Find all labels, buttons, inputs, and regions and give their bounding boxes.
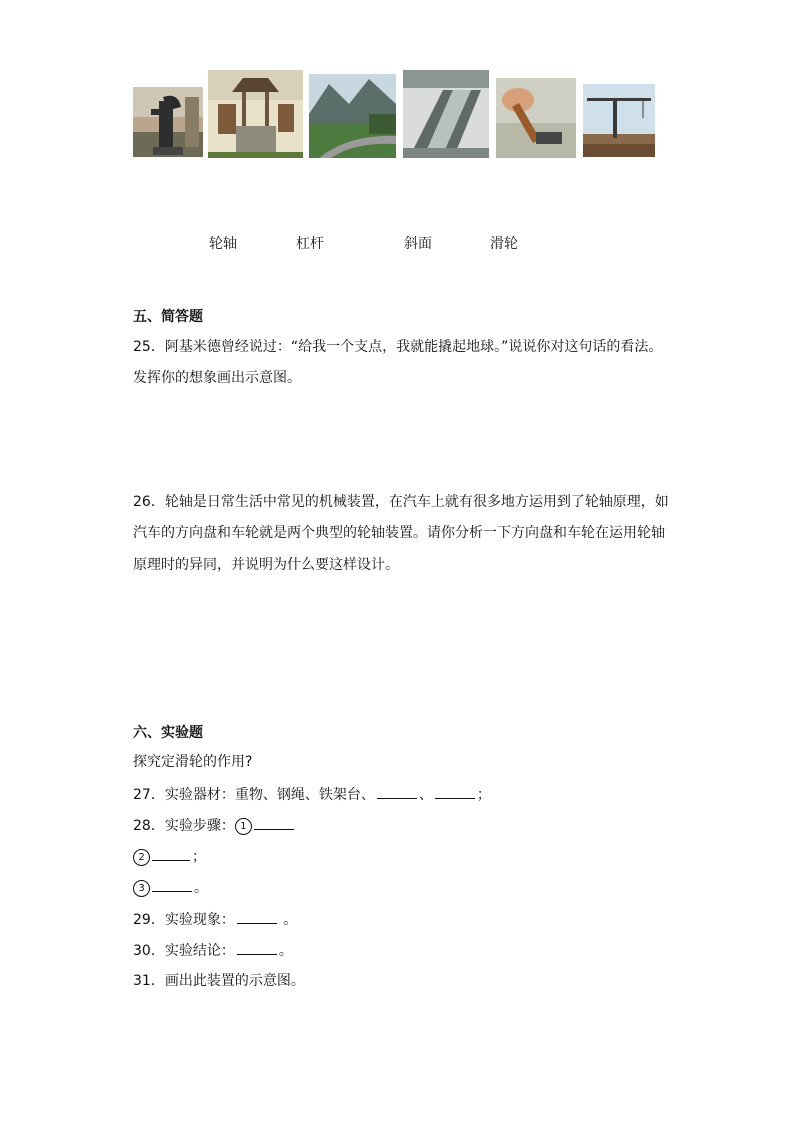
q30-end: 。 <box>278 943 293 959</box>
q29-blank[interactable] <box>237 909 277 924</box>
q27-blank-1[interactable] <box>377 784 417 799</box>
q25-line1: 25．阿基米德曾经说过：“给我一个支点，我就能撬起地球。”说说你对这句话的看法。 <box>133 339 663 355</box>
step1-marker: 1 <box>235 818 252 835</box>
q26-line1: 26．轮轴是日常生活中常见的机械装置，在汽车上就有很多地方运用到了轮轴原理，如 <box>133 494 669 510</box>
q26-line2: 汽车的方向盘和车轮就是两个典型的轮轴装置。请你分析一下方向盘和车轮在运用轮轴 <box>133 525 665 541</box>
q29-line <box>133 909 297 930</box>
q27-line <box>133 784 491 805</box>
q29-end: 。 <box>283 912 298 928</box>
q30-prefix: 30．实验结论： <box>133 943 235 959</box>
section6-title: 六、实验题 <box>133 725 203 741</box>
experiment-intro: 探究定滑轮的作用? <box>133 754 253 770</box>
label-lever: 杠杆 <box>296 236 324 252</box>
q30-blank[interactable] <box>237 940 277 955</box>
step3-end: 。 <box>194 880 208 896</box>
q28-prefix: 28．实验步骤： <box>133 818 235 834</box>
q31-line: 31．画出此装置的示意图。 <box>133 973 305 989</box>
step1-blank[interactable] <box>254 815 294 830</box>
mountain-road-image <box>309 74 396 158</box>
q27-prefix: 27．实验器材：重物、钢绳、铁架台、 <box>133 787 375 803</box>
machine-labels <box>0 233 794 255</box>
escalator-image <box>403 70 489 158</box>
step2-line <box>133 846 206 867</box>
step3-line <box>133 877 208 898</box>
step2-blank[interactable] <box>152 846 190 861</box>
step3-marker: 3 <box>133 880 150 897</box>
label-wheel-axle: 轮轴 <box>209 236 237 252</box>
section5-title: 五、简答题 <box>133 309 203 325</box>
q27-end: ； <box>476 787 491 803</box>
water-pump-image <box>133 87 203 157</box>
q27-separator: 、 <box>418 787 433 803</box>
label-pulley: 滑轮 <box>490 236 518 252</box>
step2-marker: 2 <box>133 849 150 866</box>
well-image <box>208 70 303 158</box>
q30-line <box>133 940 293 961</box>
q29-prefix: 29．实验现象： <box>133 912 235 928</box>
q25-line2: 发挥你的想象画出示意图。 <box>133 370 301 386</box>
q28-line <box>133 815 296 836</box>
crane-image <box>583 84 655 157</box>
hammer-image <box>496 78 576 158</box>
step3-blank[interactable] <box>152 877 192 892</box>
step2-end: ； <box>192 849 206 865</box>
q27-blank-2[interactable] <box>435 784 475 799</box>
machine-image-row <box>0 68 794 160</box>
q26-line3: 原理时的异同，并说明为什么要这样设计。 <box>133 557 399 573</box>
label-incline: 斜面 <box>404 236 432 252</box>
